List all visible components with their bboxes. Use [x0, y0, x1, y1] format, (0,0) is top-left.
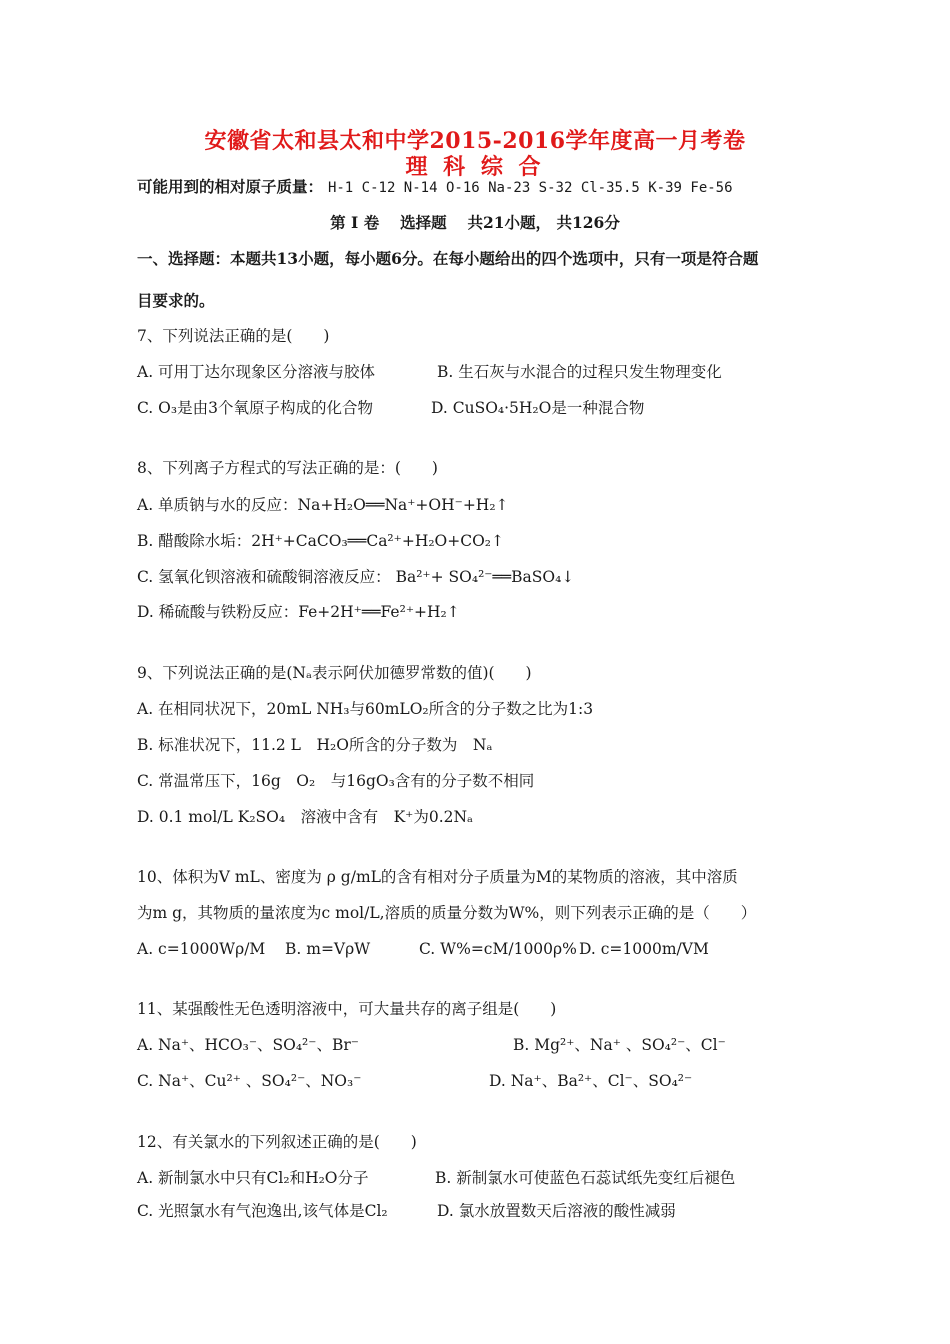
q9-stem: 9、下列说法正确的是(Nₐ表示阿伏加德罗常数的值)( )	[137, 664, 532, 682]
q12-option-d: D. 氯水放置数天后溶液的酸性减弱	[437, 1202, 676, 1220]
q12-option-b: B. 新制氯水可使蓝色石蕊试纸先变红后褪色	[435, 1169, 736, 1187]
section-header: 第 Ⅰ 卷 选择题 共21小题， 共126分	[330, 213, 620, 232]
exam-title: 安徽省太和县太和中学2015-2016学年度高一月考卷	[204, 128, 746, 154]
q8-stem: 8、下列离子方程式的写法正确的是：( )	[137, 459, 438, 477]
q9-option-c: C. 常温常压下，16g O₂ 与16gO₃含有的分子数不相同	[137, 772, 535, 790]
q7-option-b: B. 生石灰与水混合的过程只发生物理变化	[437, 363, 722, 381]
q11-option-a: A. Na⁺、HCO₃⁻、SO₄²⁻、Br⁻	[137, 1036, 359, 1054]
q10-option-a: A. c=1000Wρ/M	[137, 940, 266, 958]
q8-option-a: A. 单质钠与水的反应：Na+H₂O══Na⁺+OH⁻+H₂↑	[137, 496, 509, 514]
atomic-mass-label: 可能用到的相对原子质量：	[137, 177, 324, 196]
atomic-mass-values: H-1 C-12 N-14 O-16 Na-23 S-32 Cl-35.5 K-39 Fe-56	[327, 180, 733, 196]
q7-option-c: C. O₃是由3个氧原子构成的化合物	[137, 399, 373, 417]
q11-stem: 11、某强酸性无色透明溶液中，可大量共存的离子组是( )	[137, 1000, 557, 1018]
q11-option-d: D. Na⁺、Ba²⁺、Cl⁻、SO₄²⁻	[489, 1072, 693, 1090]
atomic-mass-line	[137, 176, 827, 199]
q12-stem: 12、有关氯水的下列叙述正确的是( )	[137, 1133, 417, 1151]
q10-option-c: C. W%=cM/1000ρ%	[419, 940, 577, 958]
q11-option-c: C. Na⁺、Cu²⁺ 、SO₄²⁻、NO₃⁻	[137, 1072, 362, 1090]
q8-option-d: D. 稀硫酸与铁粉反应：Fe+2H⁺══Fe²⁺+H₂↑	[137, 603, 460, 621]
exam-subtitle: 理 科 综 合	[405, 154, 545, 180]
q7-stem: 7、下列说法正确的是( )	[137, 327, 330, 345]
q10-option-b: B. m=VρW	[285, 940, 371, 958]
q12-option-c: C. 光照氯水有气泡逸出,该气体是Cl₂	[137, 1202, 388, 1220]
q10-stem-line-1: 10、体积为V mL、密度为 ρ g/mL的含有相对分子质量为M的某物质的溶液，其中溶质	[137, 868, 738, 886]
q12-option-a: A. 新制氯水中只有Cl₂和H₂O分子	[137, 1169, 369, 1187]
q10-stem-line-2: 为m g，其物质的量浓度为c mol/L,溶质的质量分数为W%，则下列表示正确的是（ ）	[137, 904, 757, 922]
q8-option-c: C. 氢氧化钡溶液和硫酸铜溶液反应： Ba²⁺+ SO₄²⁻══BaSO₄↓	[137, 568, 575, 586]
instructions-line-1: 一、选择题：本题共13小题，每小题6分。在每小题给出的四个选项中，只有一项是符合题	[137, 249, 759, 268]
q7-option-a: A. 可用丁达尔现象区分溶液与胶体	[137, 363, 376, 381]
q9-option-a: A. 在相同状况下，20mL NH₃与60mLO₂所含的分子数之比为1:3	[137, 700, 594, 718]
q9-option-d: D. 0.1 mol/L K₂SO₄ 溶液中含有 K⁺为0.2Nₐ	[137, 808, 474, 826]
q8-option-b: B. 醋酸除水垢：2H⁺+CaCO₃══Ca²⁺+H₂O+CO₂↑	[137, 532, 505, 550]
instructions-line-2: 目要求的。	[137, 291, 215, 310]
q7-option-d: D. CuSO₄·5H₂O是一种混合物	[431, 399, 645, 417]
q10-option-d: D. c=1000m/VM	[579, 940, 709, 958]
q11-option-b: B. Mg²⁺、Na⁺ 、SO₄²⁻、Cl⁻	[513, 1036, 726, 1054]
q9-option-b: B. 标准状况下，11.2 L H₂O所含的分子数为 Nₐ	[137, 736, 493, 754]
